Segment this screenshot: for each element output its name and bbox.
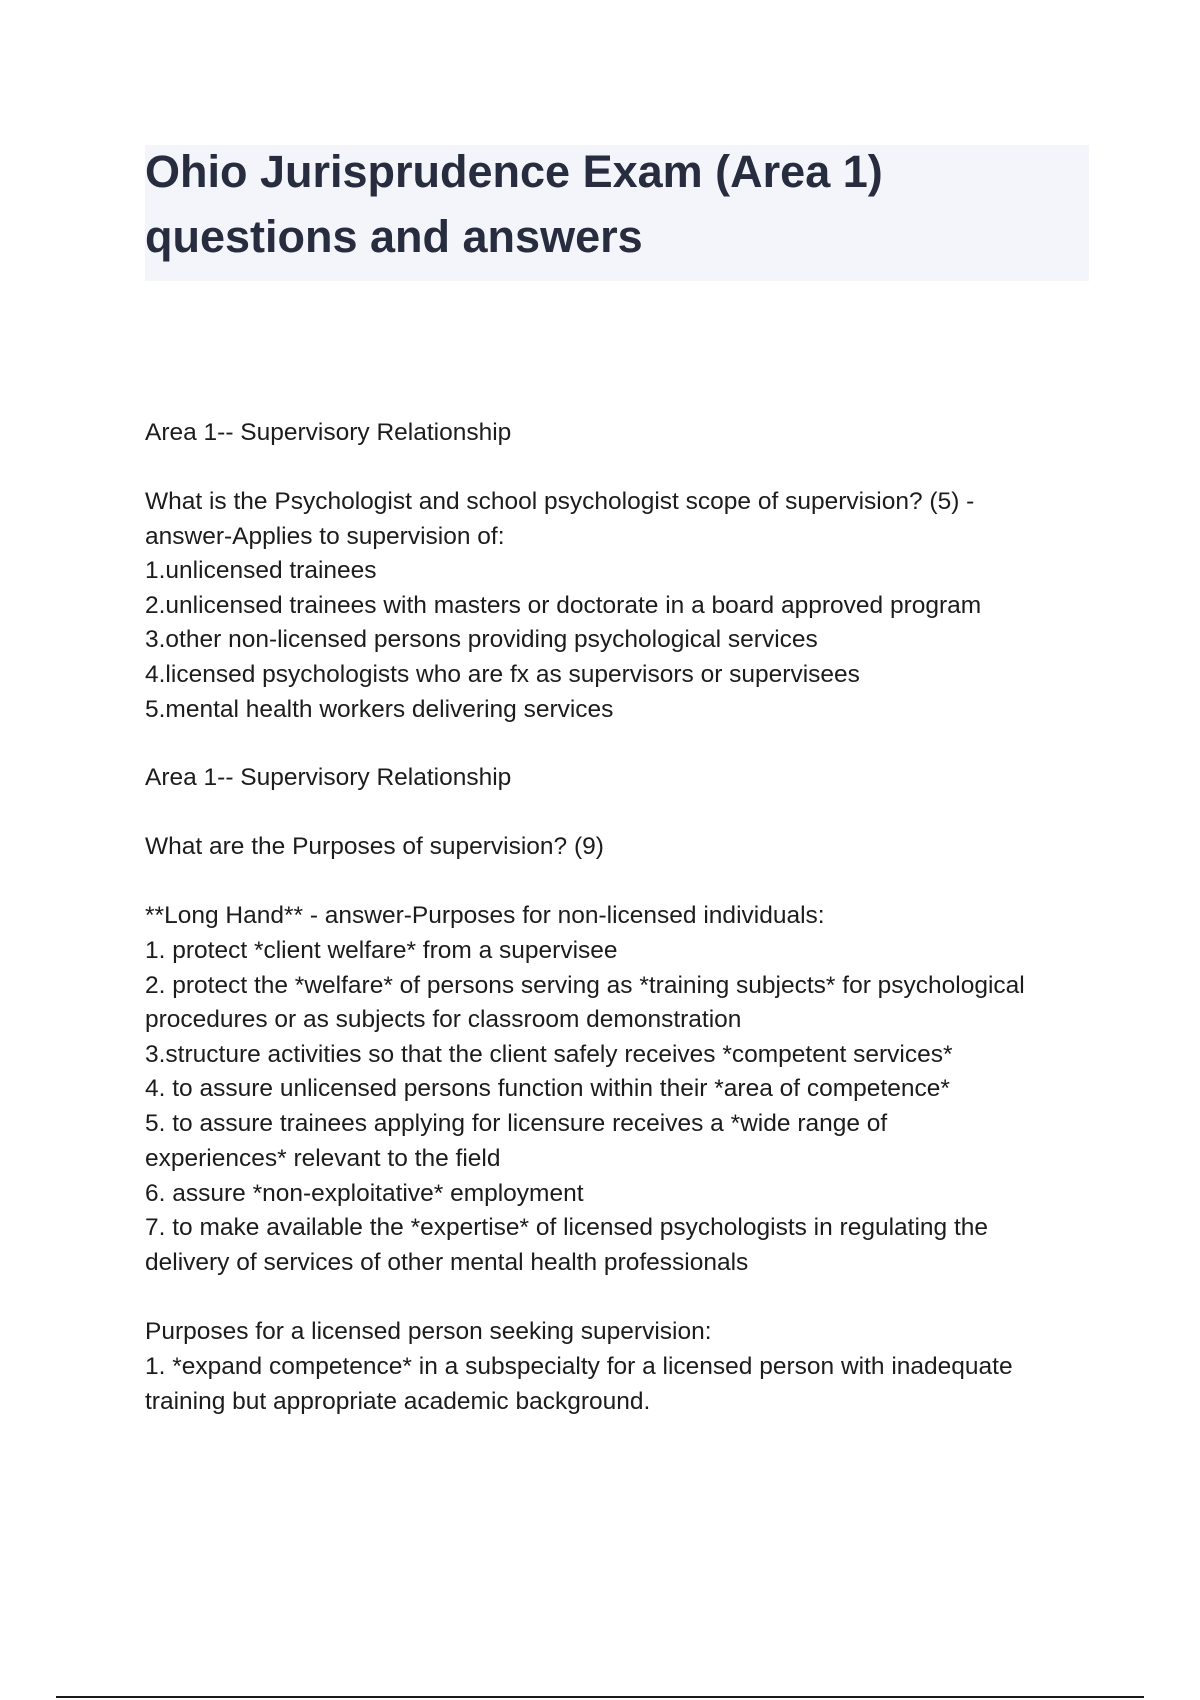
list-item: 4.licensed psychologists who are fx as supervisors or supervisees — [145, 661, 860, 688]
list-item: 3.structure activities so that the client safely receives *competent services* — [145, 1041, 953, 1068]
question-text: What is the Psychologist and school psychologist scope of supervision? (5) - — [145, 488, 975, 515]
list-item: 5. to assure trainees applying for licensure receives a *wide range of — [145, 1110, 888, 1137]
list-item: 2.unlicensed trainees with masters or doctorate in a board approved program — [145, 592, 982, 619]
list-item: 5.mental health workers delivering services — [145, 696, 614, 723]
section-header: Area 1-- Supervisory Relationship — [145, 419, 512, 446]
answer-text: Purposes for a licensed person seeking supervision: — [145, 1318, 712, 1345]
list-item: 2. protect the *welfare* of persons serving as *training subjects* for psychological — [145, 972, 1025, 999]
list-item: 6. assure *non-exploitative* employment — [145, 1180, 584, 1207]
list-item: 1. *expand competence* in a subspecialty for a licensed person with inadequate — [145, 1353, 1013, 1380]
list-item: 7. to make available the *expertise* of licensed psychologists in regulating the — [145, 1214, 989, 1241]
answer-text: answer-Applies to supervision of: — [145, 523, 505, 550]
answer-text: **Long Hand** - answer-Purposes for non-licensed individuals: — [145, 902, 825, 929]
list-item-continuation: delivery of services of other mental health professionals — [145, 1249, 749, 1276]
list-item: 1.unlicensed trainees — [145, 557, 377, 584]
list-item-continuation: training but appropriate academic background. — [145, 1388, 651, 1415]
section-header: Area 1-- Supervisory Relationship — [145, 764, 512, 791]
list-item: 4. to assure unlicensed persons function within their *area of competence* — [145, 1075, 950, 1102]
question-text: What are the Purposes of supervision? (9) — [145, 833, 604, 860]
list-item-continuation: procedures or as subjects for classroom demonstration — [145, 1006, 742, 1033]
page-title-line-2: questions and answers — [145, 211, 643, 262]
page-title-line-1: Ohio Jurisprudence Exam (Area 1) — [145, 146, 883, 197]
footer-divider — [56, 1696, 1144, 1698]
list-item-continuation: experiences* relevant to the field — [145, 1145, 501, 1172]
list-item: 1. protect *client welfare* from a supervisee — [145, 937, 618, 964]
list-item: 3.other non-licensed persons providing psychological services — [145, 626, 818, 653]
